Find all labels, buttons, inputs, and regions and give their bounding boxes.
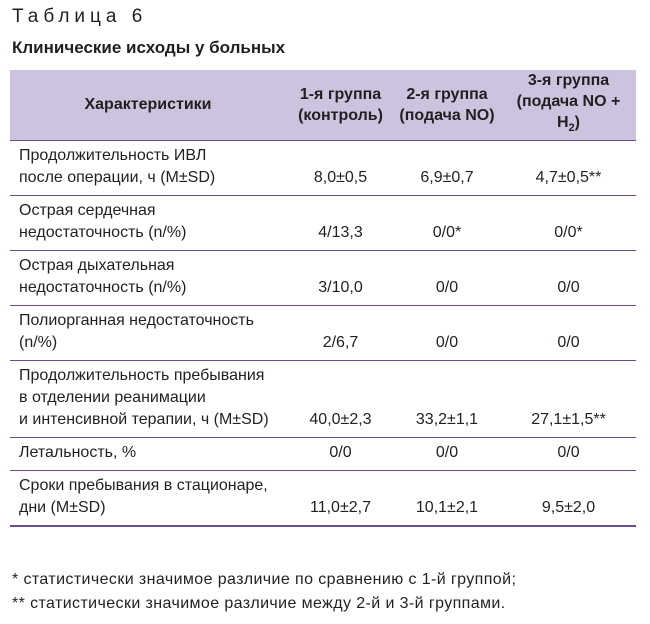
row-characteristic-line: недостаточность (n/%) bbox=[19, 278, 187, 296]
row-characteristic bbox=[10, 140, 288, 195]
footnote-single-star: * статистически значимое различие по сравнению с 1-й группой; bbox=[12, 571, 517, 588]
table-row bbox=[10, 140, 636, 195]
header-characteristics bbox=[10, 70, 288, 140]
row-characteristic-line: в отделении реанимации bbox=[19, 388, 206, 406]
row-characteristic bbox=[10, 305, 288, 360]
row-characteristic-line: Продолжительность пребывания bbox=[19, 366, 265, 384]
header-group3 bbox=[501, 70, 636, 140]
row-value-group1: 0/0 bbox=[288, 437, 393, 470]
header-characteristics-label: Характеристики bbox=[84, 96, 212, 114]
header-group2-line1: 2-я группа bbox=[406, 85, 488, 103]
row-value-group1: 4/13,3 bbox=[288, 195, 393, 250]
row-characteristic bbox=[10, 470, 288, 526]
header-group2-line2: (подача NO) bbox=[399, 106, 495, 124]
row-value-group3: 0/0 bbox=[501, 305, 636, 360]
row-value-group3: 0/0* bbox=[501, 195, 636, 250]
table-row bbox=[10, 195, 636, 250]
row-value-group2: 33,2±1,1 bbox=[393, 360, 501, 437]
header-group3-line2-pre: (подача NO + H bbox=[516, 93, 621, 132]
header-group3-line2-sub: 2 bbox=[568, 122, 575, 135]
table-row bbox=[10, 360, 636, 437]
table-row bbox=[10, 250, 636, 305]
row-value-group1: 2/6,7 bbox=[288, 305, 393, 360]
footnote-double-star: ** статистически значимое различие между 2-й и 3-й группами. bbox=[12, 595, 506, 612]
table-row bbox=[10, 305, 636, 360]
row-characteristic-line: после операции, ч (M±SD) bbox=[19, 168, 216, 186]
row-value-group3: 9,5±2,0 bbox=[501, 470, 636, 526]
header-row bbox=[10, 70, 636, 140]
table-row bbox=[10, 470, 636, 526]
row-characteristic bbox=[10, 250, 288, 305]
row-value-group1: 3/10,0 bbox=[288, 250, 393, 305]
row-characteristic-line: Полиорганная недостаточность bbox=[19, 311, 254, 329]
row-characteristic-line: Летальность, % bbox=[19, 443, 137, 461]
row-characteristic bbox=[10, 437, 288, 470]
clinical-outcomes-table bbox=[10, 70, 636, 527]
row-value-group3: 4,7±0,5** bbox=[501, 140, 636, 195]
row-characteristic-line: Продолжительность ИВЛ bbox=[19, 146, 207, 164]
row-value-group3: 0/0 bbox=[501, 250, 636, 305]
header-group1-line2: (контроль) bbox=[298, 106, 383, 124]
footnotes bbox=[12, 568, 642, 616]
header-group3-line2-post: ) bbox=[574, 114, 580, 132]
header-group3-line1: 3-я группа bbox=[527, 72, 610, 90]
row-value-group3: 27,1±1,5** bbox=[501, 360, 636, 437]
row-characteristic-line: (n/%) bbox=[19, 333, 58, 351]
row-value-group2: 0/0 bbox=[393, 305, 501, 360]
header-group1-line1: 1-я группа bbox=[299, 85, 382, 103]
row-characteristic bbox=[10, 195, 288, 250]
row-characteristic-line: недостаточность (n/%) bbox=[19, 223, 187, 241]
row-characteristic-line: Сроки пребывания в стационаре, bbox=[19, 476, 268, 494]
table-title: Клинические исходы у больных bbox=[12, 38, 286, 57]
row-characteristic-line: дни (M±SD) bbox=[19, 498, 106, 516]
row-value-group1: 40,0±2,3 bbox=[288, 360, 393, 437]
row-value-group1: 8,0±0,5 bbox=[288, 140, 393, 195]
row-characteristic-line: Острая дыхательная bbox=[19, 256, 175, 274]
row-value-group2: 6,9±0,7 bbox=[393, 140, 501, 195]
row-value-group2: 0/0 bbox=[393, 437, 501, 470]
header-group2 bbox=[393, 70, 501, 140]
row-characteristic-line: и интенсивной терапии, ч (M±SD) bbox=[19, 410, 269, 428]
header-group1 bbox=[288, 70, 393, 140]
row-characteristic-line: Острая сердечная bbox=[19, 201, 156, 219]
table-body bbox=[10, 140, 636, 526]
row-value-group2: 10,1±2,1 bbox=[393, 470, 501, 526]
table-label: Таблица 6 bbox=[12, 6, 148, 27]
row-value-group3: 0/0 bbox=[501, 437, 636, 470]
row-value-group2: 0/0 bbox=[393, 250, 501, 305]
header-group3-line2 bbox=[516, 93, 621, 135]
table-row bbox=[10, 437, 636, 470]
row-value-group1: 11,0±2,7 bbox=[288, 470, 393, 526]
row-value-group2: 0/0* bbox=[393, 195, 501, 250]
row-characteristic bbox=[10, 360, 288, 437]
